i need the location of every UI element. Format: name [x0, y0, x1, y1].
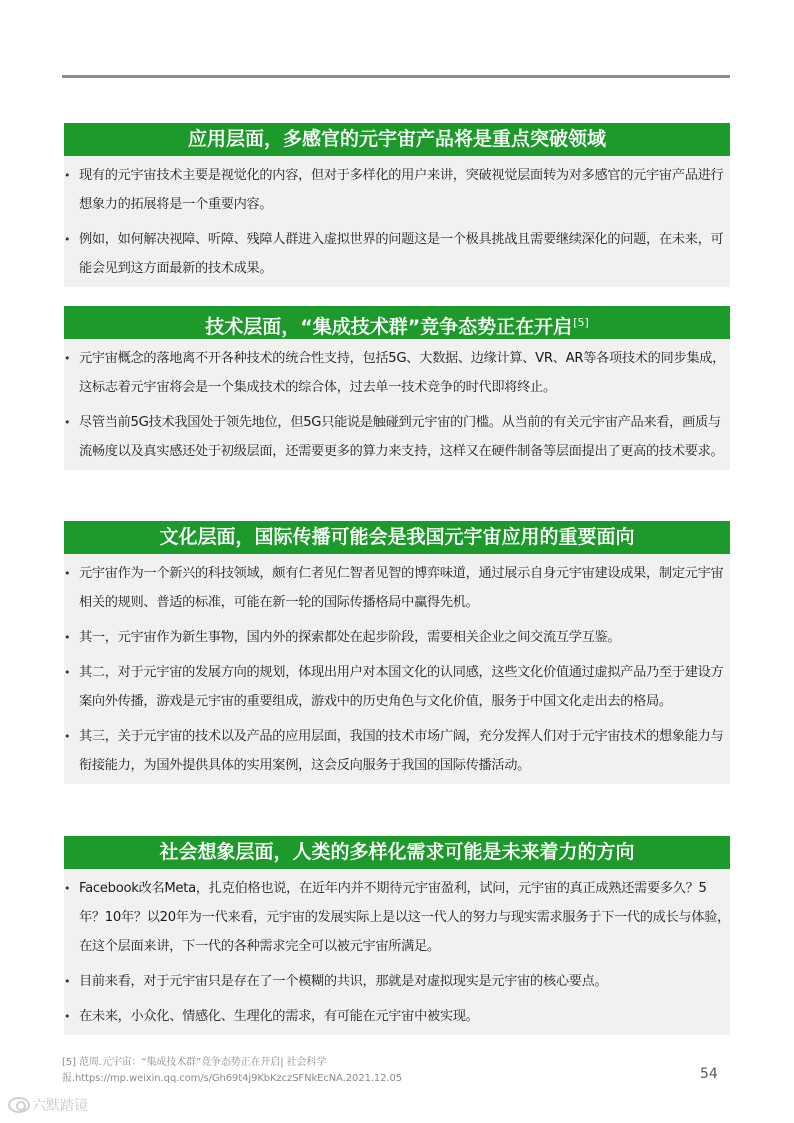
footnote-line: 报.https://mp.weixin.qq.com/s/Gh69t4j9KbKzczSFNkEcNA.2021.12.05 — [62, 1073, 403, 1084]
list-item — [64, 658, 730, 716]
bullet-icon: • — [64, 666, 71, 679]
section-title: 应用层面，多感官的元宇宙产品将是重点突破领域 — [187, 128, 606, 150]
section-body — [64, 869, 730, 1035]
section-culture — [64, 521, 730, 784]
bullet-icon: • — [64, 1010, 71, 1023]
bullet-icon: • — [64, 169, 71, 182]
list-item-text: Facebook改名Meta，扎克伯格也说，在近年内并不期待元宇宙盈利，试问，元宇宙的真正成熟还需要多久？5年？10年？以20年为一代来看，元宇宙的发展实际上是以这一代人的努力与现实需求服务于下一代的成长与体验，在这个层面来讲，下一代的各种需求完全可以被元宇宙所满足。 — [79, 881, 730, 954]
bullet-icon: • — [64, 882, 71, 895]
section-technology — [64, 306, 730, 470]
list-item-text: 元宇宙概念的落地离不开各种技术的统合性支持，包括5G、大数据、边缘计算、VR、AR等各项技术的同步集成，这标志着元宇宙将会是一个集成技术的综合体，过去单一技术竞争的时代即将终止。 — [79, 351, 725, 395]
bullet-icon: • — [64, 975, 71, 988]
bullet-icon: • — [64, 567, 71, 580]
top-divider — [62, 75, 730, 78]
section-body — [64, 156, 730, 287]
list-item-text: 在未来，小众化、情感化、生理化的需求，有可能在元宇宙中被实现。 — [79, 1009, 479, 1024]
list-item — [64, 408, 730, 466]
footnote-line: [5] 范周.元宇宙：“集成技术群”竞争态势正在开启| 社会科学 — [62, 1057, 327, 1068]
section-title: 文化层面，国际传播可能会是我国元宇宙应用的重要面向 — [159, 526, 635, 548]
footnote-reference: [5] — [573, 316, 589, 329]
section-header — [64, 836, 730, 869]
list-item-text: 元宇宙作为一个新兴的科技领域，颇有仁者见仁智者见智的博弈味道，通过展示自身元宇宙建设成果，制定元宇宙相关的规则、普适的标准，可能在新一轮的国际传播格局中赢得先机。 — [79, 566, 724, 610]
list-item-text: 例如，如何解决视障、听障、残障人群进入虚拟世界的问题这是一个极具挑战且需要继续深化的问题，在未来，可能会见到这方面最新的技术成果。 — [79, 232, 724, 276]
section-title: 社会想象层面，人类的多样化需求可能是未来着力的方向 — [159, 841, 635, 863]
bullet-icon: • — [64, 416, 71, 429]
list-item — [64, 161, 730, 219]
page-number: 54 — [700, 1066, 718, 1082]
list-item — [64, 722, 730, 780]
section-social-imagination — [64, 836, 730, 1035]
list-item-text: 其三，关于元宇宙的技术以及产品的应用层面，我国的技术市场广阔，充分发挥人们对于元宇宙技术的想象能力与衔接能力，为国外提供具体的实用案例，这会反向服务于我国的国际传播活动。 — [79, 729, 724, 773]
list-item — [64, 874, 730, 961]
list-item — [64, 225, 730, 283]
section-body — [64, 339, 730, 470]
list-item-text: 目前来看，对于元宇宙只是存在了一个模糊的共识，那就是对虚拟现实是元宇宙的核心要点。 — [79, 974, 608, 989]
watermark-logo-icon — [8, 1097, 30, 1113]
list-item — [64, 344, 730, 402]
section-header — [64, 521, 730, 554]
section-title: 技术层面，“集成技术群”竞争态势正在开启 — [205, 316, 573, 338]
section-header — [64, 306, 730, 339]
list-item-text: 现有的元宇宙技术主要是视觉化的内容，但对于多样化的用户来讲，突破视觉层面转为对多感官的元宇宙产品进行想象力的拓展将是一个重要内容。 — [79, 168, 724, 212]
section-header — [64, 123, 730, 156]
section-application — [64, 123, 730, 287]
bullet-icon: • — [64, 730, 71, 743]
bullet-icon: • — [64, 352, 71, 365]
bullet-icon: • — [64, 233, 71, 246]
footnote — [62, 1055, 622, 1087]
watermark-text: 六默踏镜 — [32, 1098, 88, 1114]
bullet-icon: • — [64, 631, 71, 644]
watermark — [8, 1095, 88, 1115]
list-item — [64, 623, 730, 652]
list-item — [64, 559, 730, 617]
section-body — [64, 554, 730, 784]
list-item-text: 其二，对于元宇宙的发展方向的规划，体现出用户对本国文化的认同感，这些文化价值通过虚拟产品乃至于建设方案向外传播，游戏是元宇宙的重要组成，游戏中的历史角色与文化价值，服务于中国文化走出去的格局。 — [79, 665, 724, 709]
list-item — [64, 967, 730, 996]
list-item — [64, 1002, 730, 1031]
list-item-text: 尽管当前5G技术我国处于领先地位，但5G只能说是触碰到元宇宙的门槛。从当前的有关元宇宙产品来看，画质与流畅度以及真实感还处于初级层面，还需要更多的算力来支持，这样又在硬件制备等层面提出了更高的技术要求。 — [79, 415, 724, 459]
list-item-text: 其一，元宇宙作为新生事物，国内外的探索都处在起步阶段，需要相关企业之间交流互学互鉴。 — [79, 630, 621, 645]
